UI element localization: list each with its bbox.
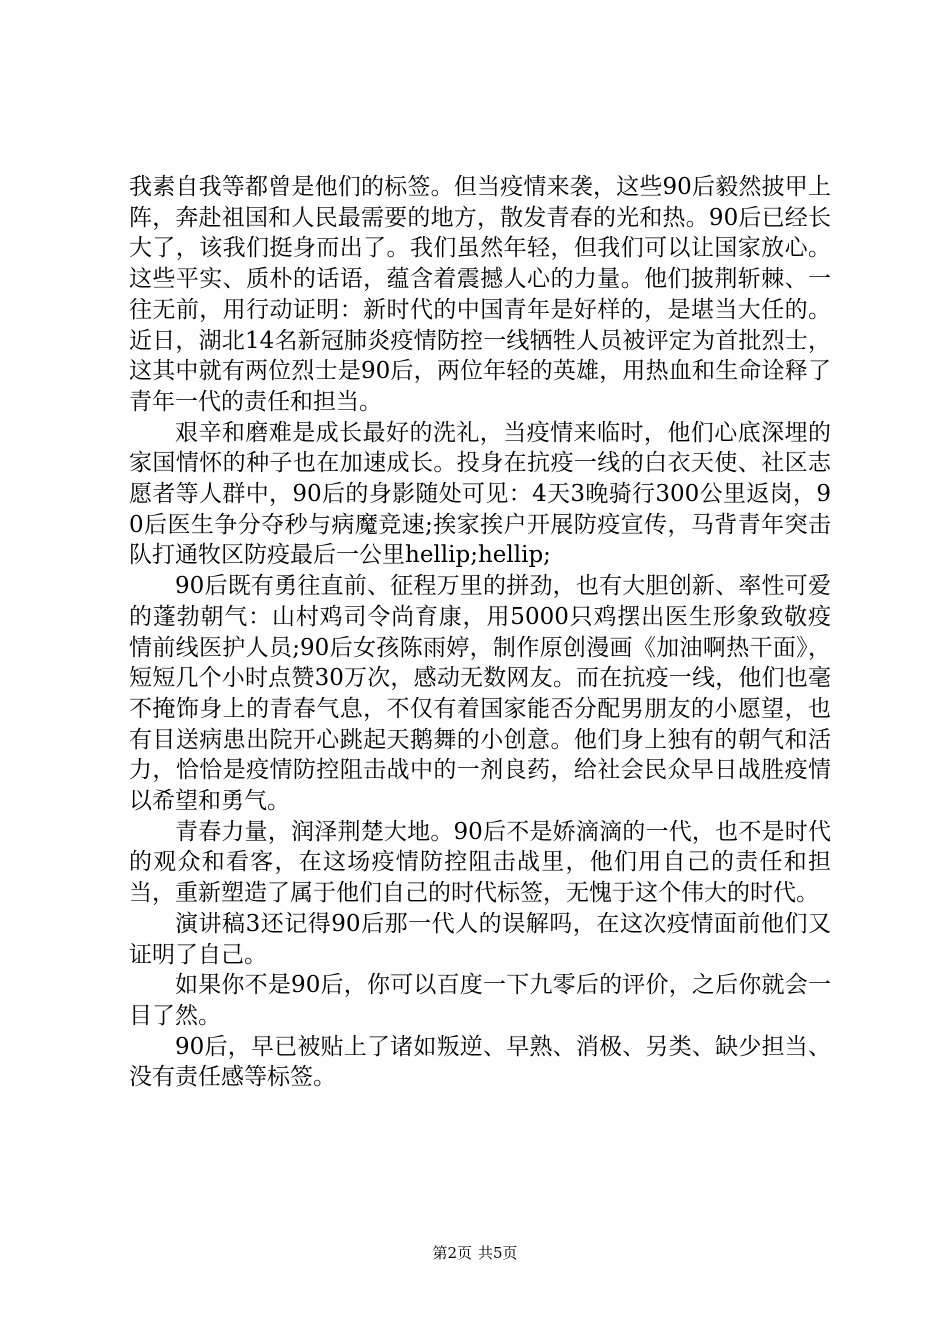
document-body	[129, 172, 831, 1093]
paragraph: 如果你不是90后，你可以百度一下九零后的评价，之后你就会一目了然。	[129, 972, 831, 1029]
paragraph: 90后既有勇往直前、征程万里的拼劲，也有大胆创新、率性可爱的蓬勃朝气：山村鸡司令尚育康，用5000只鸡摆出医生形象致敬疫情前线医护人员;90后女孩陈雨婷，制作原创漫画《加油啊热干面》，短短几个小时点赞30万次，感动无数网友。而在抗疫一线，他们也毫不掩饰身上的青春气息，不仅有着国家能否分配男朋友的小愿望，也有目送病患出院开心跳起天鹅舞的小创意。他们身上独有的朝气和活力，恰恰是疫情防控阻击战中的一剂良药，给社会民众早日战胜疫情以希望和勇气。	[129, 573, 831, 815]
page-number: 第2页	[432, 1244, 472, 1262]
page-total: 共5页	[478, 1244, 518, 1262]
paragraph: 我素自我等都曾是他们的标签。但当疫情来袭，这些90后毅然披甲上阵，奔赴祖国和人民最需要的地方，散发青春的光和热。90后已经长大了，该我们挺身而出了。我们虽然年轻，但我们可以让国家放心。这些平实、质朴的话语，蕴含着震撼人心的力量。他们披荆斩棘、一往无前，用行动证明：新时代的中国青年是好样的，是堪当大任的。近日，湖北14名新冠肺炎疫情防控一线牺牲人员被评定为首批烈士，这其中就有两位烈士是90后，两位年轻的英雄，用热血和生命诠释了青年一代的责任和担当。	[129, 174, 831, 415]
page-footer	[0, 1243, 950, 1263]
paragraph: 艰辛和磨难是成长最好的洗礼，当疫情来临时，他们心底深埋的家国情怀的种子也在加速成长。投身在抗疫一线的白衣天使、社区志愿者等人群中，90后的身影随处可见：4天3晚骑行300公里返岗，90后医生争分夺秒与病魔竞速;挨家挨户开展防疫宣传，马背青年突击队打通牧区防疫最后一公里hellip;hellip;	[129, 419, 831, 569]
paragraph: 青春力量，润泽荆楚大地。90后不是娇滴滴的一代，也不是时代的观众和看客，在这场疫情防控阻击战里，他们用自己的责任和担当，重新塑造了属于他们自己的时代标签，无愧于这个伟大的时代。	[129, 818, 831, 907]
paragraph: 演讲稿3还记得90后那一代人的误解吗，在这次疫情面前他们又证明了自己。	[129, 910, 831, 968]
paragraph: 90后，早已被贴上了诸如叛逆、早熟、消极、另类、缺少担当、没有责任感等标签。	[129, 1033, 831, 1091]
